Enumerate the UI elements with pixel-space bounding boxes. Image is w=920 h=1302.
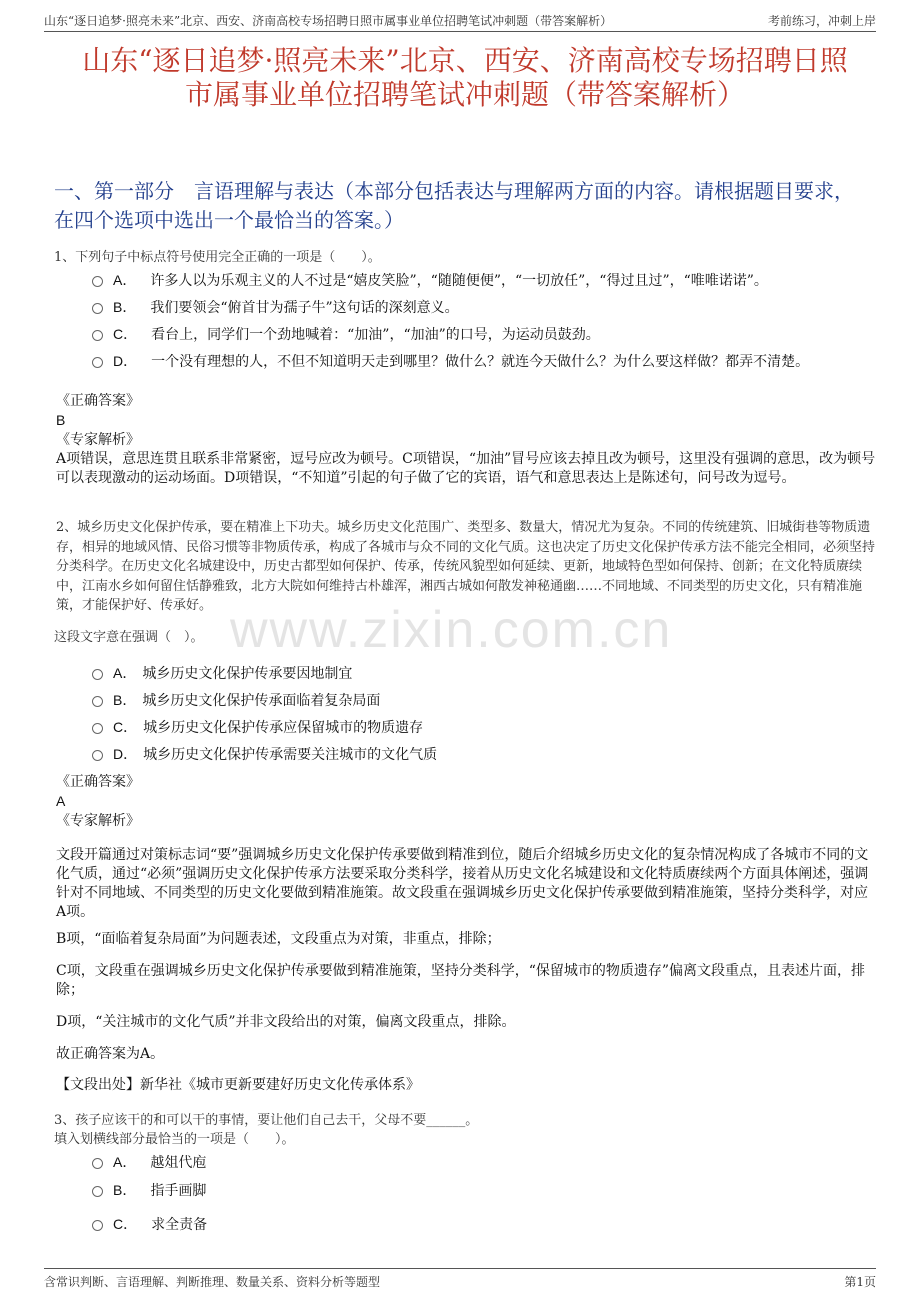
option-key: D． [113,353,138,369]
radio-icon[interactable] [92,276,103,287]
radio-icon[interactable] [92,330,103,341]
option-key: B． [113,1182,137,1198]
q1-analysis: A项错误，意思连贯且联系非常紧密，逗号应改为顿号。C项错误，“加油”冒号应该去掉且改为顿号，这里没有强调的意思，改为顿号可以表现激动的运动场面。D项错误，“不知道”引起的句子做了它的宾语，语气和意思表达上是陈述句，问号改为逗号。 [56,451,876,486]
q2-option-d[interactable] [92,744,880,765]
q2-analysis-label: 《专家解析》 [56,813,140,829]
q2-option-c[interactable] [92,717,880,738]
footer-question-types: 含常识判断、言语理解、判断推理、数量关系、资料分析等题型 [44,1275,381,1289]
q1-analysis-label: 《专家解析》 [56,432,140,448]
option-key: A． [113,272,137,288]
q1-option-b[interactable] [92,297,880,318]
q2-passage: 2、城乡历史文化保护传承，要在精准上下功夫。城乡历史文化范围广、类型多、数量大，情况尤为复杂。不同的传统建筑、旧城街巷等物质遗存，相异的地域风情、民俗习惯等非物质传承，构成了各城市与众不同的文化气质。这也决定了历史文化保护传承方法不能完全相同，必须坚持分类科学。在历史文化名城建设中，历史古都型如何保护、传承，传统风貌型如何延续、更新，地域特色型如何保持、创新；在文化特质赓续中，江南水乡如何留住恬静雅致，北方大院如何维持古朴雄浑，湘西古城如何散发神秘通幽……不同地域、不同类型的历史文化，只有精准施策，才能保护好、传承好。 [56,520,876,613]
q2-conclusion: 故正确答案为A。 [56,1046,165,1062]
q2-option-b[interactable] [92,690,880,711]
header-slogan: 考前练习，冲刺上岸 [767,14,876,28]
q2-answer-label: 《正确答案》 [56,774,140,790]
radio-icon[interactable] [92,303,103,314]
radio-icon[interactable] [92,1158,103,1169]
option-text: 城乡历史文化保护传承要因地制宜 [142,666,353,682]
radio-icon[interactable] [92,1186,103,1197]
q3-option-a[interactable] [92,1152,880,1173]
option-text: 城乡历史文化保护传承需要关注城市的文化气质 [143,747,438,763]
radio-icon[interactable] [92,357,103,368]
page-footer [44,1268,876,1290]
q2-analysis-paragraph-3: C项，文段重在强调城乡历史文化保护传承要做到精准施策，坚持分类科学，“保留城市的物质遗存”偏离文段重点，且表述片面，排除； [56,963,866,998]
q1-option-a[interactable] [92,270,880,291]
page-number: 第1页 [844,1275,876,1289]
q1-answer: B [56,412,66,428]
section-heading: 一、第一部分 言语理解与表达（本部分包括表达与理解两方面的内容。请根据题目要求，在四个选项中选出一个最恰当的答案。） [54,179,854,232]
radio-icon[interactable] [92,1220,103,1231]
q2-option-a[interactable] [92,663,880,684]
option-text: 城乡历史文化保护传承应保留城市的物质遗存 [143,720,424,736]
title-line-1: 山东“逐日追梦·照亮未来”北京、西安、济南高校专场招聘日照 [82,44,848,77]
q3-option-c[interactable] [92,1214,880,1235]
q1-answer-label: 《正确答案》 [56,393,140,409]
q2-analysis-paragraph-2: B项，“面临着复杂局面”为问题表述，文段重点为对策，非重点，排除； [56,931,501,947]
q2-answer: A [56,793,66,809]
option-text: 看台上，同学们一个劲地喊着：“加油”，“加油”的口号，为运动员鼓劲。 [151,327,600,343]
q2-analysis-paragraph-1: 文段开篇通过对策标志词“要”强调城乡历史文化保护传承要做到精准到位，随后介绍城乡历史文化的复杂情况构成了各城市不同的文化气质，通过“必须”强调历史文化保护传承方法要采取分类科学，接着从历史文化名城建设和文化特质赓续两个方面具体阐述，强调针对不同地域、不同类型的历史文化要做到精准施策。故文段重在强调城乡历史文化保护传承要做到精准施策，坚持分类科学，对应A项。 [56,847,869,920]
q3-stem: 3、孩子应该干的和可以干的事情，要让他们自己去干，父母不要______。 [54,1113,479,1128]
q3-sub-stem: 填入划横线部分最恰当的一项是（ ）。 [54,1132,295,1147]
option-text: 我们要领会“俯首甘为孺子牛”这句话的深刻意义。 [150,300,459,316]
option-text: 一个没有理想的人，不但不知道明天走到哪里？做什么？就连今天做什么？为什么要这样做？都弄不清楚。 [151,354,810,370]
option-key: A． [113,1154,137,1170]
watermark: www.zixin.com.cn [230,601,673,659]
q2-stem: 这段文字意在强调（ ）。 [54,630,204,645]
q1-stem: 1、下列句子中标点符号使用完全正确的一项是（ ）。 [54,250,381,265]
radio-icon[interactable] [92,723,103,734]
option-key: B． [113,299,137,315]
q1-option-c[interactable] [92,324,880,345]
title-line-2: 市属事业单位招聘笔试冲刺题（带答案解析） [184,78,745,111]
radio-icon[interactable] [92,696,103,707]
header-doc-title: 山东“逐日追梦·照亮未来”北京、西安、济南高校专场招聘日照市属事业单位招聘笔试冲刺题（带答案解析） [44,14,613,28]
q1-option-d[interactable] [92,351,880,372]
option-key: C． [113,326,138,342]
q2-analysis-paragraph-4: D项，“关注城市的文化气质”并非文段给出的对策，偏离文段重点，排除。 [56,1014,516,1030]
option-text: 城乡历史文化保护传承面临着复杂局面 [142,693,381,709]
radio-icon[interactable] [92,750,103,761]
q2-source: 【文段出处】新华社《城市更新要建好历史文化传承体系》 [56,1077,420,1093]
option-key: A． [113,665,137,681]
option-text: 越俎代庖 [150,1155,207,1171]
radio-icon[interactable] [92,669,103,680]
option-key: D． [113,746,138,762]
option-text: 求全责备 [151,1217,208,1233]
document-title [50,44,880,112]
option-key: C． [113,719,138,735]
option-key: B． [113,692,137,708]
q3-option-b[interactable] [92,1180,880,1201]
option-key: C． [113,1216,138,1232]
option-text: 指手画脚 [150,1183,207,1199]
option-text: 许多人以为乐观主义的人不过是“嬉皮笑脸”，“随随便便”，“一切放任”，“得过且过”，“唯唯诺诺”。 [150,273,768,289]
page-header [44,12,876,32]
